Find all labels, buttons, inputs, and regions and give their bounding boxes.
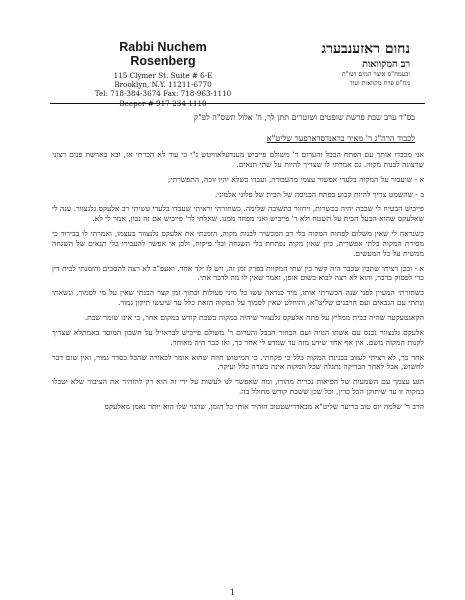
phone-fax: Tel: 718-384-3674 Fax: 718-963-1110 (94, 89, 232, 99)
paragraph-8: הקאנטעקער שהיה בבית ממליץ על פתח אלעקס גלנצוור שיהיה במקוה בשבת קודש במקום אחר, כי אינו שומר שבת. (84, 312, 424, 322)
rabbi-name-english: Rabbi Nuchem Rosenberg (119, 40, 207, 68)
credentials-line-1: ובעמח"ס אוצר המים ושו"ת (341, 70, 410, 78)
letter-date: בס"ד ערב שבת פרשת שופטים ושוטרים תתן לך, ה' אלול תשס"ה לפ"ק (193, 113, 415, 122)
paragraph-12: הרב ר' שלמה יוס טוב בריער שליט"א מבאדרישטטוב הזהיר אותי כל הזמן, שהגוי שלו הוא יותר נאמן מאלעקס (104, 401, 424, 411)
letterhead-divider (50, 103, 425, 104)
letter-addressee: לכבוד הרה"ג ר' מאיר בראנדסדארפער שליט"א (266, 133, 415, 143)
letter-body (52, 150, 424, 417)
paragraph-6: א - ובכן רציתי שתבין שכבר היה קשר בין שתי המקוות בפרק זמן זה, ויש לו ילד אחד. ואעפ"כ לא רצה להסכים והזמנתי לבית דין כדי לפסוק בדבר, והוא לא רצה לבוא בשום אופן, ואמר שאין לו מה לדבר אתי. (52, 263, 424, 283)
letterhead (0, 0, 465, 108)
paragraph-10: אחר כך, לא רציתי לעזוב בבנינת המקוה כלל כי פקחתי. כי המיטוש חוזה שהוא אומר לכאורה שהכל בסדר גמור, ואין שום דבר לחשוש, אבל לאחר הבדיקה נתגלה שכל המקוה אינה כשרה כלל ועיקר. (52, 352, 424, 372)
paragraph-1: אני מכבדו אותך עם הפתח הבבל והערום ר' משולם פייביש מענדעלאוויטש נ"י כי עוד לא הכרתי אז, ובא בארשת פנים רצוני שרצונה לבנות מקוה. גם אמרתי לו שצריך להיות על שתי תנאים. (52, 150, 424, 169)
paragraph-2: א - שיעבור על המקוה בלעדי אפשור עצמי מהעבודה, ועבדו כשלא יהיו זוכה, התפשרתי; (167, 174, 424, 184)
beeper: Beeper # 917-234-1110 (119, 98, 207, 108)
address-line-1: 115 Clymer St. Suite # 6-E (113, 71, 213, 80)
letterhead-english (88, 40, 238, 108)
paragraph-9: אלעקס גלנצוור נכנס עם אשתו הגויה ועם הבחור הבבל והערום ר' משולם פייביש לבראזיל על חשבון המוסד באמתלא שצריך לקנות המקוה משם. אין אף אחד שידע מזה עד שנודע לי אחר כך, ואז כבר היה מאוחר. (52, 327, 424, 347)
paragraph-7: כשחזרתי המעיין לפני שנה הכשרתי אותו, מיד כנראה עשו כל מיני פעולות ובתוך זמן קצר הבנתי שאין על מי לסמוך, ונשאתי ונתתי עם הגבאים ועם הרבנים שליט"א, והוחלט שאין לסמוך על המקוה הזאת כלל עד שיעשו תיקון גמור. (52, 288, 424, 308)
paragraph-3: ב - שהשמט צריך להיות קבוע בפתח הכניסה של הבית של פלוני אלמוני. (214, 189, 424, 199)
credentials-line-2: מח"ס פרח מקוואות ועוד (349, 78, 410, 87)
address-line-2: Brooklyn, N.Y. 11211-6770 (114, 80, 212, 90)
paragraph-4: פייביש הבטיח לי שכבה יהיה בכשרות, ויחזור בתשובה שלימה. כשחזרתי וראיתי שעבדו בלעדי עשיתי רב אלעקס גלנצוור. ענה לי שאלעקס שהוא הבעל הבית על השטח ולא ר' פייביש ואני מפחד ממנו. שאלתי לר' פייביש אם זה נכון, אמר לי לא. (52, 204, 424, 224)
paragraph-11: הגע עצמך עם השמעות של הפיאות נכרית מהודו, ומה שאפשר לנו לעשות על ידי זה הוא רק להזהיר את הציבור שלא יטבלו במקוה זו עד שיתוקן הכל כדין, וכל שכן ששבת קודש מחולל בה. (52, 377, 424, 397)
letterhead-hebrew (300, 40, 410, 87)
rabbi-title-hebrew: רב המקוואות (362, 59, 410, 70)
page-number: 1 (229, 588, 236, 597)
rabbi-name-hebrew: נחום ראזענבערג (321, 41, 410, 57)
paragraph-5: כשנראה לי שאין משלום לפתוח המקוה בלי רב המכשיר לבנות מקוה, הזמנתי את אלעקס גלנצוור בעצמו, ואמרתי לו בבירור כי מסירת המקוה בלתי אפשרית, כיון שאין מקוה נפתחת בלי השגחה ובלי פיקוח, ולכן אי אפשר להעבירו בלי תנאים של השגחה ממשית על כל המעשים. (52, 229, 424, 258)
